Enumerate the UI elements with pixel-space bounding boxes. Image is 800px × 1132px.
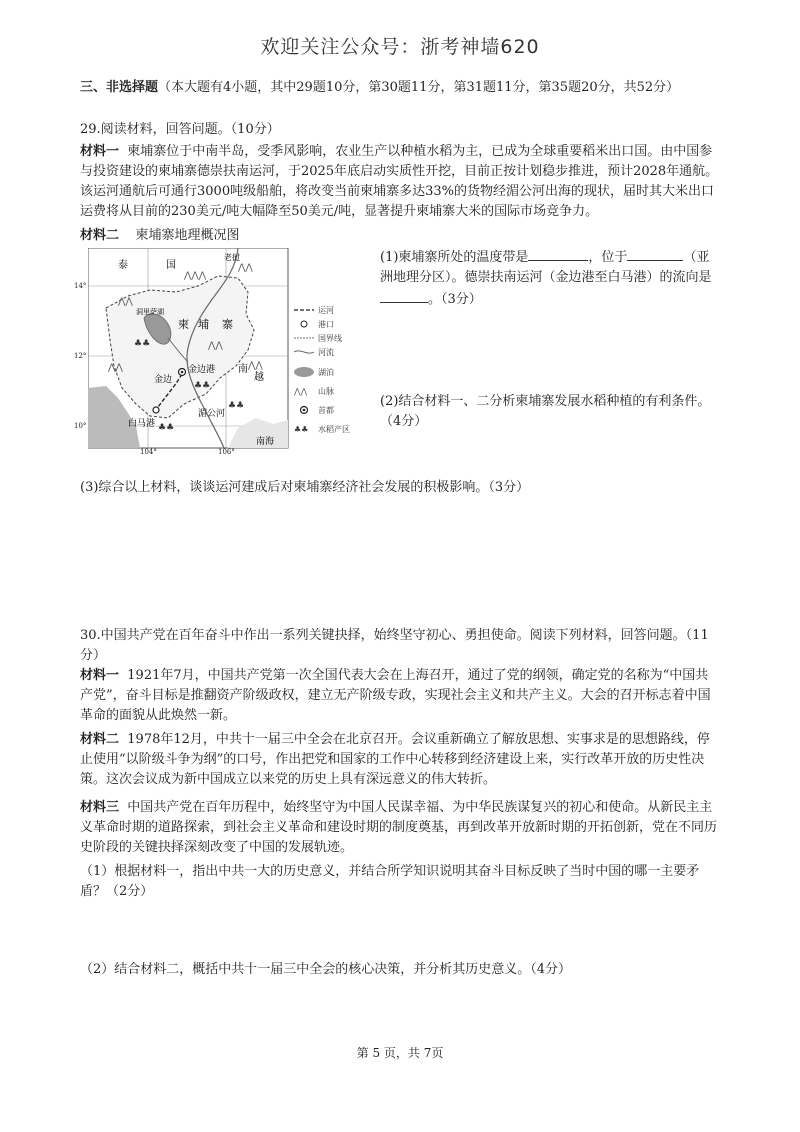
q30-m2-label: 材料二 — [80, 732, 120, 747]
map-label-lake: 洞里萨湖 — [136, 308, 164, 316]
svg-text:♣♣: ♣♣ — [134, 339, 151, 349]
svg-text:♣♣: ♣♣ — [158, 423, 175, 433]
map-label-mekong: 湄公河 — [198, 409, 226, 419]
q29-q1-part-a: (1)柬埔寨所处的温度带是 — [380, 250, 529, 265]
svg-text:⋀⋀: ⋀⋀ — [294, 387, 308, 396]
legend-canal: 运河 — [318, 306, 334, 315]
svg-text:⋀⋀: ⋀⋀ — [238, 263, 253, 273]
svg-text:⋀⋀: ⋀⋀ — [248, 361, 263, 371]
q30-question-1: （1）根据材料一，指出中共一大的历史意义，并结合所学知识说明其奋斗目标反映了当时中国的哪一主要矛盾？（2分） — [80, 864, 700, 899]
q30-stem: 30.中国共产党在百年奋斗中作出一系列关键抉择，始终坚守初心、勇担使命。阅读下列材料，回答问题。（11分） — [80, 628, 709, 663]
map-lon-106: 106° — [218, 448, 235, 456]
section-title: 三、非选择题 — [80, 80, 159, 95]
map-label-bai: 白马港 — [128, 419, 156, 429]
q29-q1-part-c: （亚洲地理分区）。德崇扶南运河（金边港至白马港）的流向是 — [380, 250, 712, 285]
map-label-cambodia-1: 柬 — [178, 318, 189, 331]
legend-capital: 首都 — [318, 406, 334, 415]
legend-mountain: 山脉 — [318, 387, 334, 396]
svg-text:♣♣: ♣♣ — [294, 425, 309, 434]
q30-material-3 — [80, 798, 720, 858]
svg-text:⋀⋀⋀: ⋀⋀⋀ — [184, 271, 207, 281]
svg-text:♣♣: ♣♣ — [194, 381, 211, 391]
svg-text:⋀⋀: ⋀⋀ — [118, 297, 133, 307]
q29-m1-text: 柬埔寨位于中南半岛，受季风影响，农业生产以种植水稻为主，已成为全球重要稻米出口国。由中国参与投资建设的柬埔寨德崇扶南运河，于2025年底启动实质性开挖，目前正按计划稳步推进，预计2028年通航。该运河通航后可通行3000吨级船舶，将改变当前柬埔寨多达33%的货物经湄公河出海的现状，届时其大米出口运费将从目前的230美元/吨大幅降至50美元/吨，显著提升柬埔寨大米的国际市场竞争力。 — [80, 144, 719, 219]
q29-stem: 29.阅读材料，回答问题。（10分） — [80, 122, 280, 137]
q30-m2-text: 1978年12月，中共十一届三中全会在北京召开。会议重新确立了解放思想、实事求是的思想路线，停止使用“以阶级斗争为纲”的口号，作出把党和国家的工作中心转移到经济建设上来，实行改革开放的历史性决策。这次会议成为新中国成立以来党的历史上具有深远意义的伟大转折。 — [80, 732, 710, 787]
map-lat-12: 12° — [74, 352, 87, 360]
q29-m1-label: 材料一 — [80, 144, 120, 159]
map-label-viet-2: 越 — [254, 372, 264, 383]
q29-m2-title: 柬埔寨地理概况图 — [135, 228, 240, 243]
answer-blank-1[interactable] — [528, 246, 588, 261]
answer-blank-3[interactable] — [380, 288, 428, 303]
svg-text:♣♣: ♣♣ — [228, 401, 245, 411]
svg-text:⋀⋀: ⋀⋀ — [208, 341, 223, 351]
q29-question-3: (3)综合以上材料，谈谈运河建成后对柬埔寨经济社会发展的积极影响。（3分） — [80, 480, 530, 495]
legend-lake: 湖泊 — [318, 368, 334, 377]
q30-m1-label: 材料一 — [80, 668, 120, 683]
q29-material-1 — [80, 142, 720, 222]
map-svg — [88, 248, 376, 454]
legend-port: 港口 — [318, 320, 334, 329]
q30-m1-text: 1921年7月，中国共产党第一次全国代表大会在上海召开，通过了党的纲领，确定党的名称为“中国共产党”，奋斗目标是推翻资产阶级政权，建立无产阶级专政，实现社会主义和共产主义。大会的召开标志着中国革命的面貌从此焕然一新。 — [80, 668, 711, 723]
q29-q1-part-b: ，位于 — [588, 250, 628, 265]
legend-river: 河流 — [318, 348, 334, 357]
q29-m2-label: 材料二 — [80, 228, 120, 243]
q29-material-2-heading — [80, 226, 720, 246]
map-label-viet-1: 南 — [238, 364, 248, 375]
q29-q1-part-d: 。（3分） — [428, 292, 482, 307]
q30-m3-label: 材料三 — [80, 800, 120, 815]
map-label-jin: 金边 — [154, 375, 173, 385]
svg-text:⋀⋀: ⋀⋀ — [108, 363, 123, 373]
q30-material-1 — [80, 666, 720, 726]
q30-material-2 — [80, 730, 720, 790]
q30-question-2: （2）结合材料二，概括中共十一届三中全会的核心决策，并分析其历史意义。（4分） — [80, 962, 572, 977]
section-heading — [80, 78, 720, 98]
map-label-guo: 国 — [166, 260, 176, 271]
map-label-cambodia-3: 寨 — [222, 318, 233, 331]
section-note: （本大题有4小题，其中29题10分，第30题11分，第31题11分，第35题20分，共52分） — [158, 80, 680, 95]
q29-question-2: (2)结合材料一、二分析柬埔寨发展水稻种植的有利条件。（4分） — [380, 394, 711, 429]
map-label-kampot: 金边港 — [188, 365, 216, 375]
map-label-cambodia-2: 埔 — [198, 318, 209, 331]
map-lon-104: 104° — [140, 448, 157, 456]
map-label-thai: 泰 — [118, 260, 128, 271]
q30-m3-text: 中国共产党在百年历程中，始终坚守为中国人民谋幸福、为中华民族谋复兴的初心和使命。从新民主主义革命时期的道路探索，到社会主义革命和建设时期的制度奠基，再到改革开放新时期的开拓创新，党在不同历史阶段的关键抉择深刻改变了中国的发展轨迹。 — [80, 800, 718, 855]
answer-blank-2[interactable] — [627, 246, 683, 261]
q29-question-1 — [380, 246, 720, 310]
map-lat-14: 14° — [74, 282, 87, 290]
cambodia-map — [74, 248, 376, 456]
map-label-laos: 老挝 — [224, 253, 240, 262]
page-footer: 第 5 页，共 7页 — [356, 1046, 444, 1060]
legend-border: 国界线 — [318, 334, 342, 343]
legend-rice: 水稻产区 — [318, 425, 350, 434]
map-label-nanhai: 南海 — [256, 437, 275, 447]
map-lat-10: 10° — [74, 422, 87, 430]
page-header: 欢迎关注公众号：浙考神墙620 — [260, 36, 540, 58]
